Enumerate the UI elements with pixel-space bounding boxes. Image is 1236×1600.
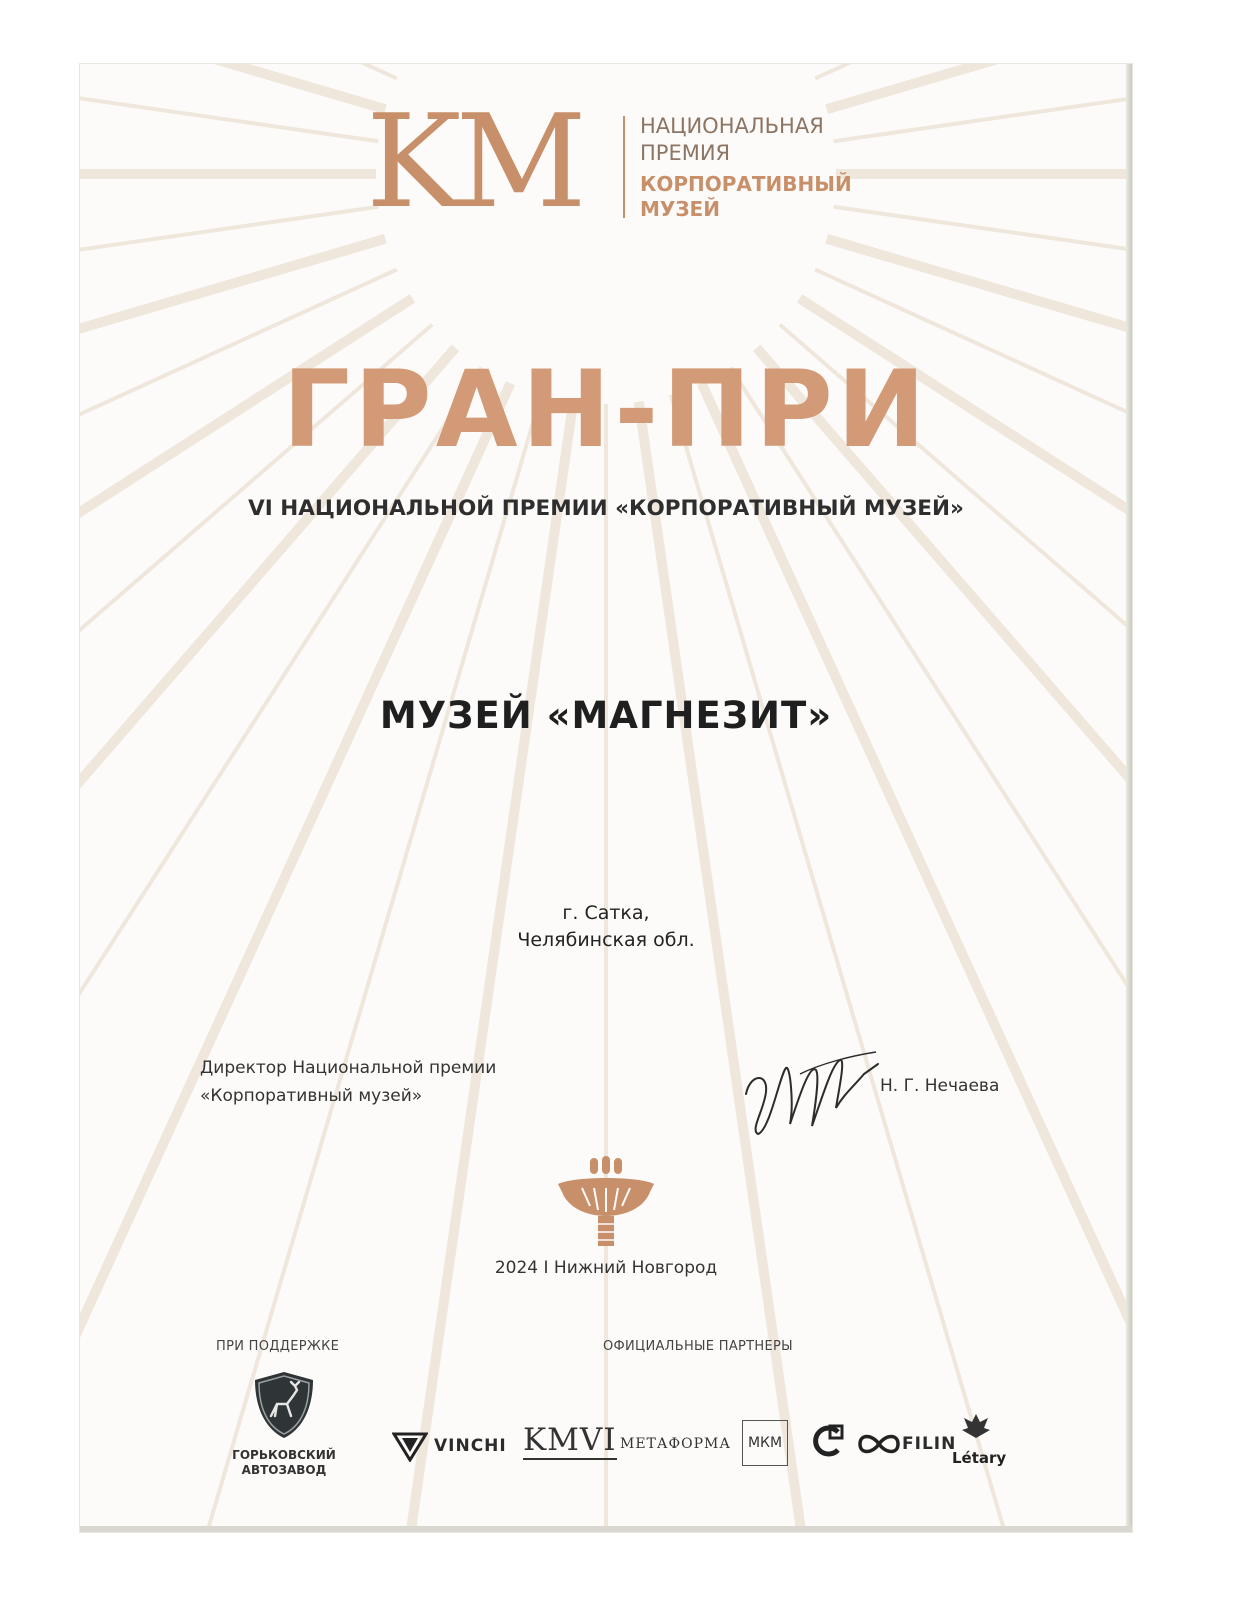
- sunburst-ray: [80, 64, 385, 109]
- gaz-deer-shield-icon: [251, 1370, 317, 1440]
- sunburst-ray: [80, 383, 510, 1532]
- partner-metaforma: МЕТАФОРМА: [620, 1436, 731, 1452]
- sun-bird-emblem: [554, 1154, 658, 1254]
- partner-letary: Létary: [952, 1449, 1007, 1467]
- handwritten-signature: [740, 1034, 880, 1144]
- signatory-name: Н. Г. Нечаева: [880, 1076, 1000, 1096]
- filin-infinity-icon: [858, 1432, 900, 1456]
- decorative-sunburst-rays: [80, 64, 1132, 1532]
- recipient-name: МУЗЕЙ «МАГНЕЗИТ»: [379, 694, 833, 737]
- sheet-bottom-edge: [80, 1526, 1132, 1532]
- logo-text-national: НАЦИОНАЛЬНАЯ: [640, 114, 824, 138]
- logo-text-corporate: КОРПОРАТИВНЫЙ: [640, 172, 852, 196]
- sib-project-logo-icon: [812, 1424, 846, 1458]
- recipient-city: г. Сатка,: [562, 902, 650, 924]
- sunburst-ray: [834, 64, 1132, 141]
- sunburst-ray: [827, 64, 1132, 109]
- logo-divider: [623, 116, 625, 218]
- partner-kmvi: KMVI: [523, 1422, 617, 1458]
- sunburst-ray: [80, 348, 455, 1308]
- signatory-role: [200, 1054, 496, 1110]
- sunburst-ray: [757, 348, 1132, 1308]
- logo-text-museum: МУЗЕЙ: [640, 197, 720, 221]
- support-label: ПРИ ПОДДЕРЖКЕ: [216, 1339, 340, 1354]
- signatory-role-line-2: «Корпоративный музей»: [200, 1086, 423, 1106]
- year-and-place: 2024 I Нижний Новгород: [494, 1258, 718, 1278]
- supporter-name-line-2: АВТОЗАВОД: [241, 1463, 327, 1477]
- partner-mkm: МКМ: [742, 1420, 788, 1466]
- logo-km-mark: KM: [366, 88, 581, 237]
- northern-crown-icon: [960, 1412, 992, 1440]
- supporter-name: [200, 1448, 368, 1478]
- sheet-right-edge: [1126, 64, 1132, 1532]
- partner-filin: FILIN: [902, 1434, 957, 1454]
- recipient-region: Челябинская обл.: [517, 929, 695, 951]
- supporter-name-line-1: ГОРЬКОВСКИЙ: [232, 1448, 336, 1462]
- partner-vinchi: VINCHI: [434, 1436, 507, 1456]
- award-subtitle: VI НАЦИОНАЛЬНОЙ ПРЕМИИ «КОРПОРАТИВНЫЙ МУЗЕЙ»: [248, 496, 964, 521]
- partners-label: ОФИЦИАЛЬНЫЕ ПАРТНЕРЫ: [603, 1339, 793, 1354]
- logo-text-premiya: ПРЕМИЯ: [640, 141, 731, 165]
- award-title: ГРАН-ПРИ: [282, 348, 930, 471]
- sunburst-ray: [702, 383, 1132, 1532]
- sunburst-ray: [80, 64, 378, 141]
- vinchi-logo-icon: [392, 1430, 428, 1462]
- signatory-role-line-1: Директор Национальной премии: [200, 1058, 497, 1078]
- certificate-sheet: [80, 64, 1132, 1532]
- recipient-location: [80, 900, 1132, 954]
